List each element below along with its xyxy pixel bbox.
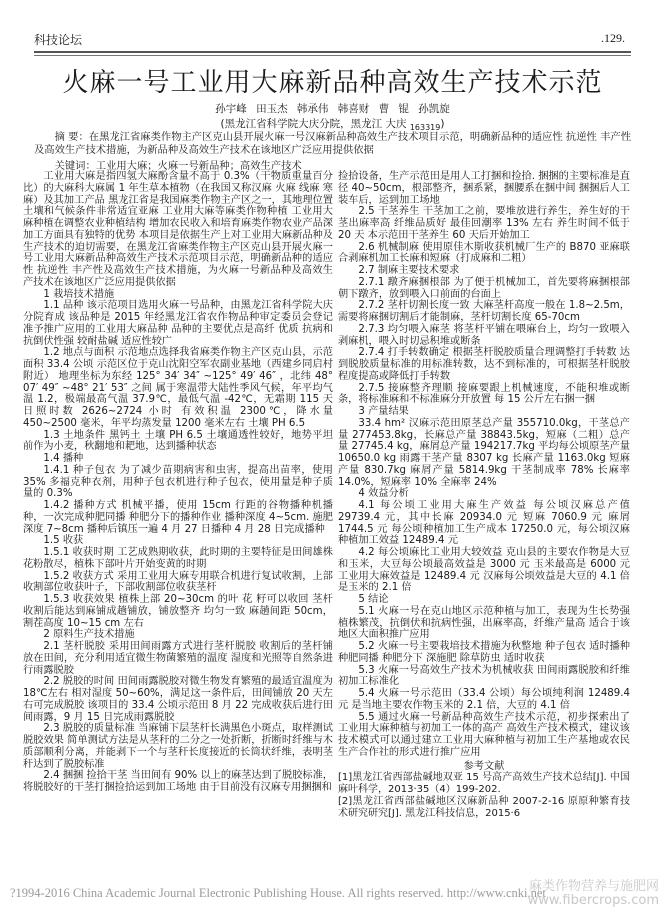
keywords-text: 工业用大麻；火麻一号新品种；高效生产技术 <box>95 160 302 172</box>
paragraph: 5 结论 <box>358 594 389 605</box>
paragraph: 1.5.3 收获效果 植株上部 20~30cm 的叶 花 籽可以收回 茎杆收割后能达到麻铺成趟铺放，铺放整齐 均匀一致 麻趟间距 50cm，割茬高度 10~15 cm 左右 <box>23 594 333 629</box>
paragraph: 4 效益分析 <box>358 488 409 500</box>
copyright-footer: ?1994-2016 China Academic Journal Electronic Publishing House. All rights reserved. http://www.cnki.net <box>10 886 546 900</box>
reference-item: [2]黑龙江省西部盐碱地区汉麻新品种 2007-2-16 原原种繁育技术研究研究[J]. 黑龙江科技信息，2015·6 <box>338 796 630 820</box>
watermark <box>528 880 659 908</box>
paragraph: 2 原料生产技术措施 <box>43 629 135 641</box>
header-rule-thin <box>34 55 631 56</box>
paragraph: 1.5.2 收获方式 采用工业用大麻专用联合机进行复试收割，上部收割部位收获叶子，下部收割部位收获茎杆 <box>23 570 333 594</box>
affiliation <box>0 116 665 132</box>
paragraph: 1.3 土地条件 黑钙土 土壤 PH 6.5 土壤通透性较好，地势平坦 前作为小麦，秋翻地和耙地，达到播种状态 <box>23 429 333 453</box>
paragraph: 33.4 hm² 汉麻示范田原茎总产量 355710.0kg，干茎总产量 277453.8kg，长麻总产量 38843.5kg，短麻（二粗）总产量 27745.4 kg，麻屑总产量 194217.7kg 平均每公顷原茎产量 10650.0 kg 雨露干茎产量 8307 kg 长麻产量 1163.0kg 短麻产量 830.7kg 麻屑产量 5814.9kg 干茎制成率 78% 长麻率 14.0%，短麻率 10% 全麻率 24% <box>338 417 630 488</box>
paragraph: 1.4.2 播种方式 机械平播，使用 15cm 行距的谷物播种机播种，一次完成种肥同播 种肥分下的播种作业 播种深度 4~5cm. 施肥深度 7~8cm 播种后镇压一遍 4 月 27 日播种 4 月 28 日完成播种 <box>23 500 333 535</box>
keywords <box>34 157 631 172</box>
article-title: 火麻一号工业用大麻新品种高效生产技术示范 <box>62 68 603 98</box>
abstract-label: 摘 要： <box>54 131 89 143</box>
right-column-body <box>338 171 630 759</box>
paragraph: 2.5 干茎养生 干茎加工之前，要堆放进行养生，养生好的干茎出麻率高 纤维品质好 最佳回潮率 13% 左右 养生时间不低于 20 天 本示范田干茎养生 60 天后开始加工 <box>338 206 630 241</box>
left-column <box>23 171 333 794</box>
watermark-line1: 麻类作物营养与施肥网 <box>528 879 659 894</box>
abstract-text: 在黑龙江省麻类作物主产区克山县开展火麻一号汉麻新品种高效生产技术项目示范，明确新品种的适应性 抗逆性 丰产性及高效生产技术措施，为新品种及高效生产技术在该地区广泛应用提供依据 <box>34 131 631 156</box>
paragraph: 5.1 火麻一号在克山地区示范种植与加工，表现为生长势强 植株繁茂，抗倒伏和抗病性强，出麻率高，纤维产量高 适合于该地区大面积推广应用 <box>338 605 630 641</box>
paragraph: 2.6 机械制麻 使用原佳木斯收获机械厂生产的 B870 亚麻联合剥麻机加工长麻和短麻（打成麻和二粗） <box>338 241 630 265</box>
affiliation-close: ) <box>440 118 445 130</box>
paragraph: 2.2 脱胶的时间 田间雨露脱胶对微生物发育繁殖的最适宜温度为 18℃左右 相对湿度 50~60%，满足这一条件后，田间铺放 20 天左右可完成脱胶 该项目的 33.4 公顷示范田 8 月 22 完成收获后进行田间雨露，9 月 15 日完成雨露脱胶 <box>23 676 333 723</box>
paragraph: 2.7 制麻主要技术要求 <box>358 265 460 276</box>
paragraph: 4.1 每公顷工业用大麻生产效益 每公顷汉麻总产值 29739.4 元，其中长麻 20934.0 元 短麻 7060.9 元 麻屑 1744.5 元 每公顷种植加工生产成本 17250.0 元，每公顷汉麻种植加工效益 12489.4 元 <box>338 500 630 547</box>
page-number: .129. <box>601 31 625 45</box>
references-list <box>338 772 630 820</box>
paragraph: 1.4 播种 <box>43 453 84 464</box>
paragraph: 2.7.3 均匀喂入麻茎 将茎杆平铺在喂麻台上，均匀一致喂入剥麻机，喂入时切忌积堆或断条 <box>338 323 630 347</box>
paragraph: 工业用大麻是指四氢大麻酚含量不高于 0.3%（干物质重量百分比）的大麻科大麻属 1 年生草本植物（在我国又称汉麻 火麻 线麻 寒麻）及其加工产品 黑龙江省是我国麻类作物主产区之一，其地理位置 土壤和气候条件非常适宜亚麻 工业用大麻等麻类作物种植 工业用大麻种植在调整农业种植结构 增加农民收入和培育麻类作物农业产品深加工方面具有独特的优势 本项目是依据生产上对工业用大麻新品种及生产技术的迫切需要，在黑龙江省麻类作物主产区克山县开展火麻一号工业用大麻新品种高效生产技术示范项目示范，明确新品种的适应性 抗逆性 丰产性及高效生产技术措施，为火麻一号新品种及高效生产技术在该地区广泛应用提供依据 <box>23 171 333 288</box>
paragraph: 1.2 地点与面积 示范地点选择我省麻类作物主产区克山县，示范面积 33.4 公顷 示范区位于克山沈阳空军农副业基地（西建乡同启村附近） 地理坐标为东经 125° 34′ 34″ ~125° 49′ 46″ ，北纬 48° 07′ 49″ ~48° 21′ 53″ 之间 属于寒温带大陆性季风气候，年平均气温 1.2，极端最高气温 37.9℃，最低气温 -42℃，无霜期 115 天 日照时数 2626~2724 小时 有效积温 2300℃，降水量 450~2500 毫米，年平均蒸发量 1200 毫米左右 土壤 PH 6.5 <box>23 347 333 429</box>
abstract <box>34 131 631 157</box>
paragraph: 2.1 茎杆脱胶 采用田间雨露方式进行茎杆脱胶 收割后的茎杆铺放在田间，充分利用适宜微生物菌繁殖的温度 湿度和光照等自然条进行雨露脱胶 <box>23 641 333 676</box>
paragraph: 2.3 脱胶的质量标准 当麻铺下层茎杆长满黑色小斑点，取样测试脱胶效果 简单测试方法是从茎秆的二分之一处折断，折断时纤维与木质部顺利分离，并能剥下一个与茎秆长度接近的长筒状纤维，表明茎秆达到了脱胶标准 <box>23 723 333 770</box>
paragraph: 1.4.1 种子包衣 为了减少苗期病害和虫害，提高出苗率，使用 35% 多福克种衣剂，用种子包衣机进行种子包衣，使用量是种子质量的 0.3% <box>23 464 333 500</box>
paragraph: 5.3 火麻一号高效生产技术为机械收获 田间雨露脱胶和纤维初加工标准化 <box>338 664 630 688</box>
paragraph: 2.7.5 接麻整齐理顺 接麻要跟上机械速度，不能积堆或断条，将标准麻和不标准麻分开放置 每 15 公斤左右捆一捆 <box>338 382 630 406</box>
right-column <box>338 171 630 820</box>
paragraph: 2.7.4 打手转数确定 根据茎杆脱胶质量合理调整打手转数 达到脱胶质量标准的用标准转数，达不到标准的，可根据茎杆脱胶程度提高或降低打手转数 <box>338 347 630 382</box>
paragraph: 4.2 每公顷麻比工业用大较效益 克山县的主要农作物是大豆和玉米，大豆每公顷最高效益是 3000 元 玉米最高是 6000 元 工业用大麻效益是 12489.4 元 汉麻每公顷效益是大豆的 4.1 倍 是玉米的 2.1 倍 <box>338 547 630 594</box>
paragraph: 5.2 火麻一号主要栽培技术措施为秋整地 种子包衣 适时播种 种肥同播 种肥分下 深施肥 除草防虫 适时收获 <box>338 641 630 664</box>
paragraph: 2.4 捆捆 捡拾干茎 当田间有 90% 以上的麻茎达到了脱胶标准，将脱胶好的干茎打捆捡拾运到加工场地 由于目前没有汉麻专用捆捆和 <box>23 770 333 793</box>
reference-item: [1]黑龙江省西部盐碱地双亚 15 号高产高效生产技术总结[J]. 中国麻叶科学，2013·35（4）199-202. <box>338 772 630 796</box>
header-rule <box>34 51 631 53</box>
journal-section: 科技论坛 <box>34 33 83 47</box>
paragraph: 2.7.1 蹾齐麻捆根部 为了便于机械加工，首先要将麻捆根部朝下蹾齐，放到喂入口前面的台面上 <box>338 276 630 300</box>
keywords-label: 关键词： <box>54 160 96 172</box>
paragraph: 1.5.1 收获时期 工艺成熟期收获，此时期的主要特征是田间雄株花粉散尽，植株下部叶片开始变黄的时期 <box>23 547 333 570</box>
affiliation-text: (黑龙江省科学院大庆分院，黑龙江 大庆 <box>220 118 407 130</box>
paragraph: 5.5 通过火麻一号新品种高效生产技术示范，初步探索出了工业用大麻种植与初加工一体的高产 高效生产技术模式，建议该技术模式可以通过建立工业用大麻种植与初加工生产基地或农民生产合作社的形式进行推广应用 <box>338 711 630 758</box>
paragraph: 5.4 火麻一号示范田（33.4 公顷）每公顷纯利润 12489.4 元 是当地主要农作物玉米的 2.1 倍，大豆的 4.1 倍 <box>338 688 630 711</box>
authors: 孙宇峰 田玉杰 韩承伟 韩喜财 曹 锟 孙凯旋 <box>215 103 450 115</box>
paragraph: 1.5 收获 <box>43 535 84 547</box>
paragraph: 1.1 品种 该示范项目选用火麻一号品种，由黑龙江省科学院大庆分院育成 该品种是 2015 年经黑龙江省农作物品种审定委员会登记准予推广应用的工业用大麻品种 品种的主要优点是高纤 优质 抗病和抗倒伏性强 较耐盐碱 适应性较广 <box>23 300 333 347</box>
watermark-line2: www.fibercrops.com <box>527 893 659 908</box>
postcode: 163319 <box>409 123 441 133</box>
paragraph: 3 产量结果 <box>358 406 409 417</box>
paragraph: 2.7.2 茎杆切割长度一致 大麻茎杆高度一般在 1.8~2.5m，需要将麻捆切割后才能制麻，茎杆切割长度 65-70cm <box>338 300 630 323</box>
paragraph: 1 栽培技术措施 <box>43 288 115 300</box>
paragraph: 捡拾设备，生产示范田是用人工打捆和捡拾. 捆捆的主要标准是直径 40~50cm，根部整齐，捆系紧，捆腰系在捆中间 捆捆后人工装车后，运到加工场地 <box>338 171 630 206</box>
references-heading: 参考文献 <box>463 760 505 772</box>
